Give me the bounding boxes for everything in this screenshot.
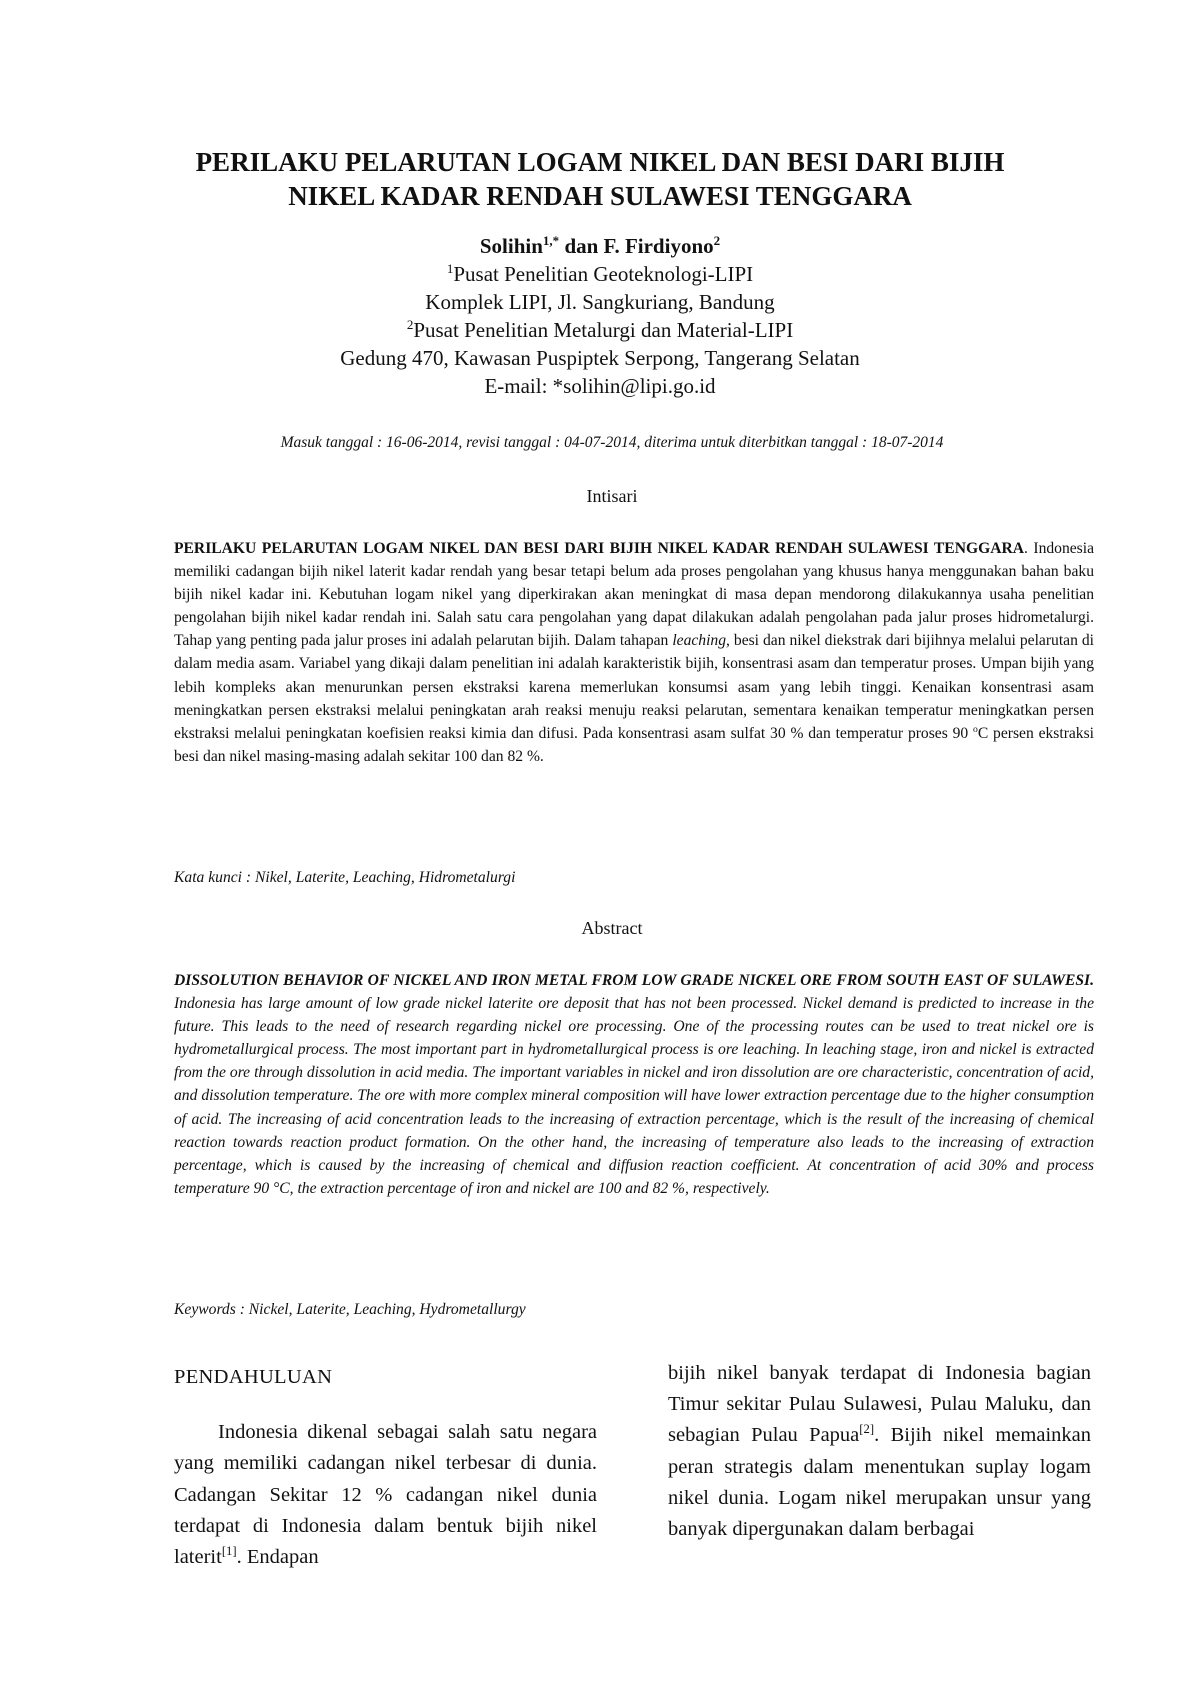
- intisari-text-c: C persen ekstraksi besi dan nikel masing-masing adalah sekitar 100 dan 82 %.: [174, 724, 1095, 765]
- body-left-text-a: Indonesia dikenal sebagai salah satu negara yang memiliki cadangan nikel terbesar di dunia. Cadangan Sekitar 12 % cadangan nikel dunia terdapat di Indonesia dalam bentuk bijih nikel laterit: [174, 1421, 597, 1569]
- intisari-paragraph: [174, 537, 1094, 768]
- affiliation-1-sup: 1: [446, 261, 454, 276]
- intisari-text-b: , besi dan nikel diekstrak dari bijihnya melalui pelarutan di dalam media asam. Variabel yang dikaji dalam penelitian ini adalah karakteristik bijih, konsentrasi asam dan temperatur proses. Umpan bijih yang lebih kompleks akan menurunkan persen ekstraksi karena memerlukan konsumsi asam yang lebih tinggi. Kenaikan konsentrasi asam meningkatkan persen ekstraksi melalui peningkatan arah reaksi menuju reaksi pelarutan, sementara kenaikan temperatur meningkatkan persen ekstraksi melalui peningkatan koefisien reaksi kimia dan difusi. Pada konsentrasi asam sulfat 30 % dan temperatur proses 90: [174, 632, 1094, 742]
- citation-2: [2]: [859, 1422, 875, 1437]
- intisari-heading: Intisari: [586, 486, 638, 506]
- body-right-text-a: bijih nikel banyak terdapat di Indonesia bagian Timur sekitar Pulau Sulawesi, Pulau Maluku, dan sebagian Pulau Papua: [668, 1362, 1091, 1447]
- affiliation-1-address: Komplek LIPI, Jl. Sangkuriang, Bandung: [425, 290, 775, 314]
- abstract-bold-lead: DISSOLUTION BEHAVIOR OF NICKEL AND IRON METAL FROM LOW GRADE NICKEL ORE FROM SOUTH EAST OF SULAWESI.: [174, 972, 1094, 989]
- body-column-right: [668, 1358, 1091, 1545]
- affiliation-2-address: Gedung 470, Kawasan Puspiptek Serpong, Tangerang Selatan: [340, 346, 860, 370]
- abstract-keywords: Keywords : Nickel, Laterite, Leaching, Hydrometallurgy: [174, 1301, 526, 1318]
- author-email: E-mail: *solihin@lipi.go.id: [484, 374, 716, 398]
- abstract-paragraph: [174, 969, 1094, 1200]
- kata-kunci: Kata kunci : Nikel, Laterite, Leaching, Hidrometalurgi: [174, 869, 516, 886]
- intisari-leaching-term: leaching: [672, 632, 727, 650]
- body-left-text-b: . Endapan: [236, 1546, 319, 1569]
- degree-sup: o: [973, 723, 978, 735]
- citation-1: [1]: [221, 1544, 237, 1559]
- affiliation-2: [200, 316, 1000, 344]
- affiliation-2-name: Pusat Penelitian Metalurgi dan Material-LIPI: [413, 318, 794, 342]
- title-line-1: PERILAKU PELARUTAN LOGAM NIKEL DAN BESI DARI BIJIH: [195, 147, 1005, 177]
- affiliation-1: [200, 260, 1000, 288]
- section-title: PENDAHULUAN: [174, 1366, 333, 1388]
- affiliation-2-sup: 2: [406, 317, 414, 332]
- author-list: [200, 232, 1000, 260]
- body-paragraph-left: [174, 1417, 597, 1573]
- author-2: F. Firdiyono: [603, 234, 714, 258]
- author-2-sup: 2: [713, 233, 721, 248]
- affiliation-1-name: Pusat Penelitian Geoteknologi-LIPI: [453, 262, 754, 286]
- body-right-text-b: . Bijih nikel memainkan peran strategis dalam menentukan suplay logam nikel dunia. Logam nikel merupakan unsur yang banyak dipergunakan dalam berbagai: [668, 1424, 1091, 1541]
- intisari-bold-lead: PERILAKU PELARUTAN LOGAM NIKEL DAN BESI DARI BIJIH NIKEL KADAR RENDAH SULAWESI TENGGARA: [174, 540, 1025, 557]
- submission-dates: Masuk tanggal : 16-06-2014, revisi tanggal : 04-07-2014, diterima untuk diterbitkan tanggal : 18-07-2014: [280, 434, 944, 451]
- body-column-left: [174, 1362, 597, 1573]
- author-1: Solihin: [479, 234, 543, 258]
- author-conjunction: dan: [559, 234, 604, 258]
- abstract-text: Indonesia has large amount of low grade nickel laterite ore deposit that has not been processed. Nickel demand is predicted to increase in the future. This leads to the need of research regarding nickel ore processing. One of the processing routes can be used to treat nickel ore is hydrometallurgical process. The most important part in hydrometallurgical process is ore leaching. In leaching stage, iron and nickel is extracted from the ore through dissolution in acid media. The important variables in nickel and iron dissolution are ore characteristic, concentration of acid, and dissolution temperature. The ore with more complex mineral composition will have lower extraction percentage due to the higher consumption of acid. The increasing of acid concentration leads to the increasing of extraction percentage, which is the result of the increasing of chemical reaction towards reaction product formation. On the other hand, the increasing of temperature also leads to the increasing of extraction percentage, which is caused by the increasing of chemical and diffusion reaction coefficient. At concentration of acid 30% and process temperature 90 °C, the extraction percentage of iron and nickel are 100 and 82 %, respectively.: [174, 995, 1094, 1197]
- paper-title: [120, 145, 1080, 213]
- intisari-text-a: . Indonesia memiliki cadangan bijih nikel laterit kadar rendah yang besar tetapi belum ada proses pengolahan yang khusus hanya menggunakan bahan baku bijih nikel kadar ini. Kebutuhan logam nikel yang diperkirakan akan meningkat di masa depan mendorong dilakukannya usaha penelitian pengolahan bijih nikel kadar rendah ini. Salah satu cara pengolahan yang dapat dilakukan adalah pengolahan pada jalur proses hidrometalurgi. Tahap yang penting pada jalur proses ini adalah pelarutan bijih. Dalam tahapan: [174, 540, 1095, 650]
- author-1-sup: 1,*: [542, 233, 560, 248]
- abstract-heading: Abstract: [581, 918, 643, 938]
- author-block: [200, 232, 1000, 400]
- title-line-2: NIKEL KADAR RENDAH SULAWESI TENGGARA: [288, 181, 912, 211]
- body-paragraph-right: [668, 1358, 1091, 1545]
